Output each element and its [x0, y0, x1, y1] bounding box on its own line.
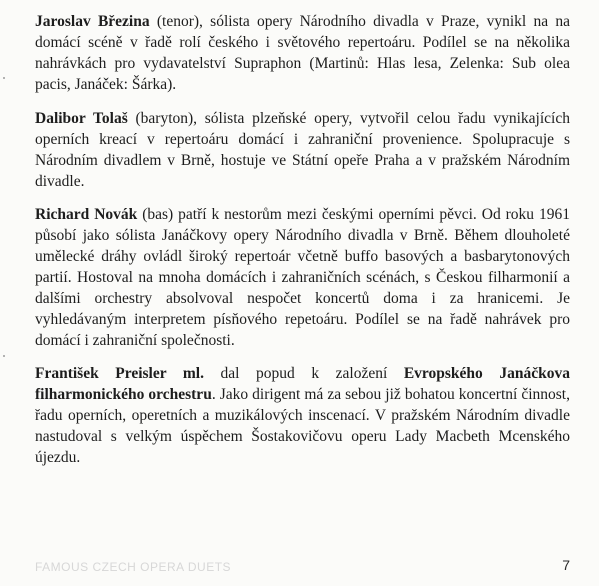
biography-body: (baryton), sólista plzeňské opery, vytvořil celou řadu vynikajících operních kreací v repertoáru domácí i zahraniční provenience. Spolupracuje s Národním divadlem v Brně, hostuje ve Státní opeře Praha a v pražském Národním divadle. — [35, 110, 570, 190]
page-number: 7 — [562, 557, 570, 573]
artist-name: František Preisler ml. — [35, 365, 204, 382]
biography-body: . Jako dirigent má za sebou již bohatou koncertní činnost, řadu operních, operetních a muzikálových inscenací. V pražském Národním divadle nastudoval s velkým úspěchem Šostakovičovu operu Lady Macbeth Mcenského újezdu. — [35, 386, 570, 466]
artist-name: Jaroslav Březina — [35, 13, 150, 30]
series-title: FAMOUS CZECH OPERA DUETS — [35, 560, 232, 574]
biography-text — [35, 11, 570, 468]
biography-jaroslav-brezina — [35, 11, 570, 95]
orchestra-name: Evropského Janáčkova filharmonického orchestru — [35, 365, 570, 403]
biography-body: (bas) patří k nestorům mezi českými operními pěvci. Od roku 1961 působí jako sólista Janáčkovy opery Národního divadla v Brně. Během dlouholeté umělecké dráhy ovládl široký repertoár včetně buffo basových a basbarytonových partií. Hostoval na mnoha domácích i zahraničních scénách, s Českou filharmonií a dalšími orchestry absolvoval nespočet koncertů doma i za hranicemi. Je vyhledávaným interpretem písňového repetoáru. Podílel se na řadě nahrávek pro domácí i zahraniční společnosti. — [35, 206, 570, 349]
biography-body: dal popud k založení — [204, 365, 404, 382]
artist-name: Richard Novák — [35, 206, 138, 223]
margin-dot — [3, 355, 5, 357]
margin-dot — [3, 77, 5, 79]
artist-name: Dalibor Tolaš — [35, 110, 128, 127]
biography-body: (tenor), sólista opery Národního divadla v Praze, vynikl na na domácí scéně v řadě rolí českého i světového repertoáru. Podílel se na několika nahrávkách pro vydavatelství Supraphon (Martinů: Hlas lesa, Zelenka: Sub olea pacis, Janáček: Šárka). — [35, 13, 571, 93]
biography-richard-novak — [35, 204, 570, 351]
biography-dalibor-tolas — [35, 108, 570, 192]
biography-frantisek-preisler — [35, 363, 570, 468]
